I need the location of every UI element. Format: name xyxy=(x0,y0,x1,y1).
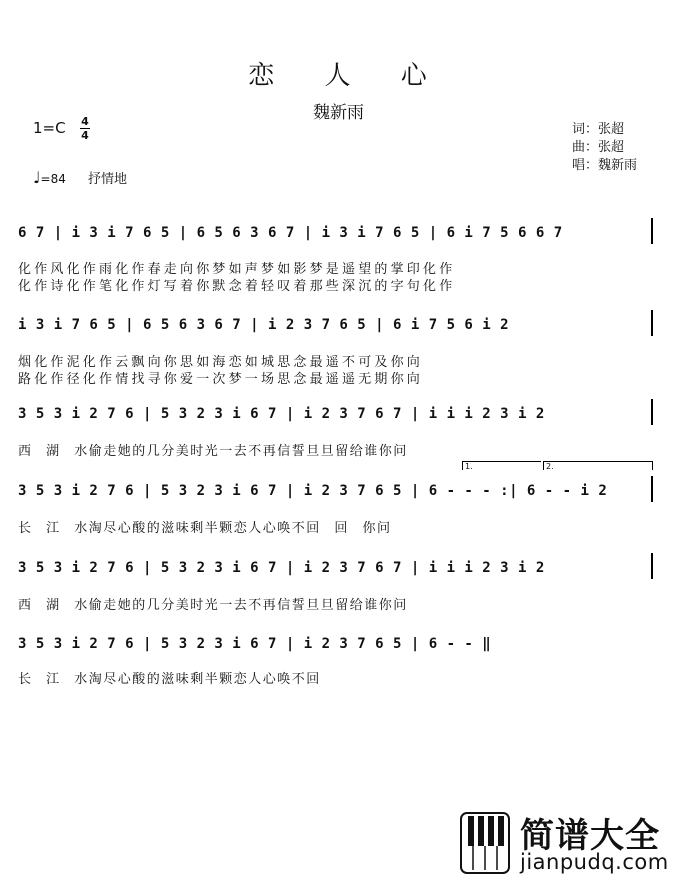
lyrics-line-2-verse-2: 路化作径化作情找寻你爱一次梦一场思念最遥遥无期你向 xyxy=(18,372,424,387)
notation-line-5: 3 5 3 i 2 7 6 | 5 3 2 3 i 6 7 | i 2 3 7 6 7 | i i i 2 3 i 2 xyxy=(18,560,545,576)
notation-line-2: i 3 i 7 6 5 | 6 5 6 3 6 7 | i 2 3 7 6 5 | 6 i 7 5 6 i 2 xyxy=(18,317,510,333)
time-signature-bottom: 4 xyxy=(81,129,89,142)
lyrics-line-1-verse-2: 化作诗化作笔化作灯写着你默念着轻叹着那些深沉的字句化作 xyxy=(18,279,456,294)
end-barline-3 xyxy=(651,399,653,425)
lyrics-line-6: 长 江 水淘尽心酸的滋味剩半颗恋人心唤不回 xyxy=(18,672,321,687)
expression-marking: 抒情地 xyxy=(88,172,128,187)
second-ending-bracket: 2. xyxy=(543,461,653,470)
key-signature: 1=C xyxy=(33,119,66,137)
first-ending-bracket: 1. xyxy=(462,461,541,470)
notation-line-4: 3 5 3 i 2 7 6 | 5 3 2 3 i 6 7 | i 2 3 7 6 5 | 6 - - - :| 6 - - i 2 xyxy=(18,483,608,499)
quarter-note-icon: ♩ xyxy=(33,168,41,187)
song-title: 恋 人 心 xyxy=(248,61,429,91)
lyrics-line-2-verse-1: 烟化作泥化作云飘向你思如海恋如城思念最遥不可及你向 xyxy=(18,355,424,370)
notation-line-3: 3 5 3 i 2 7 6 | 5 3 2 3 i 6 7 | i 2 3 7 6 7 | i i i 2 3 i 2 xyxy=(18,406,545,422)
lyrics-line-4: 长 江 水淘尽心酸的滋味剩半颗恋人心唤不回 回 你问 xyxy=(18,521,392,536)
notation-line-6: 3 5 3 i 2 7 6 | 5 3 2 3 i 6 7 | i 2 3 7 6 5 | 6 - - ‖ xyxy=(18,636,492,652)
lyrics-line-5: 西 湖 水偷走她的几分美时光一去不再信誓旦旦留给谁你问 xyxy=(18,598,408,613)
end-barline-4 xyxy=(651,476,653,502)
end-barline-2 xyxy=(651,310,653,336)
notation-line-1: 6 7 | i 3 i 7 6 5 | 6 5 6 3 6 7 | i 3 i 7 6 5 | 6 i 7 5 6 6 7 xyxy=(18,225,563,241)
credits-block: 词：张超 曲：张超 唱：魏新雨 xyxy=(572,122,638,173)
lyrics-line-3: 西 湖 水偷走她的几分美时光一去不再信誓旦旦留给谁你问 xyxy=(18,444,408,459)
singer-name: 魏新雨 xyxy=(313,103,364,123)
time-signature xyxy=(80,116,90,141)
end-barline-5 xyxy=(651,553,653,579)
watermark-brand: 简谱大全 xyxy=(520,816,660,856)
lyrics-line-1-verse-1: 化作风化作雨化作春走向你梦如声梦如影梦是遥望的掌印化作 xyxy=(18,262,456,277)
tempo-marking xyxy=(33,168,66,187)
watermark-url: jianpudq.com xyxy=(520,850,669,874)
time-signature-top: 4 xyxy=(81,115,89,128)
tempo-value: =84 xyxy=(40,172,66,186)
end-barline-1 xyxy=(651,218,653,244)
piano-keys-logo xyxy=(460,812,510,874)
